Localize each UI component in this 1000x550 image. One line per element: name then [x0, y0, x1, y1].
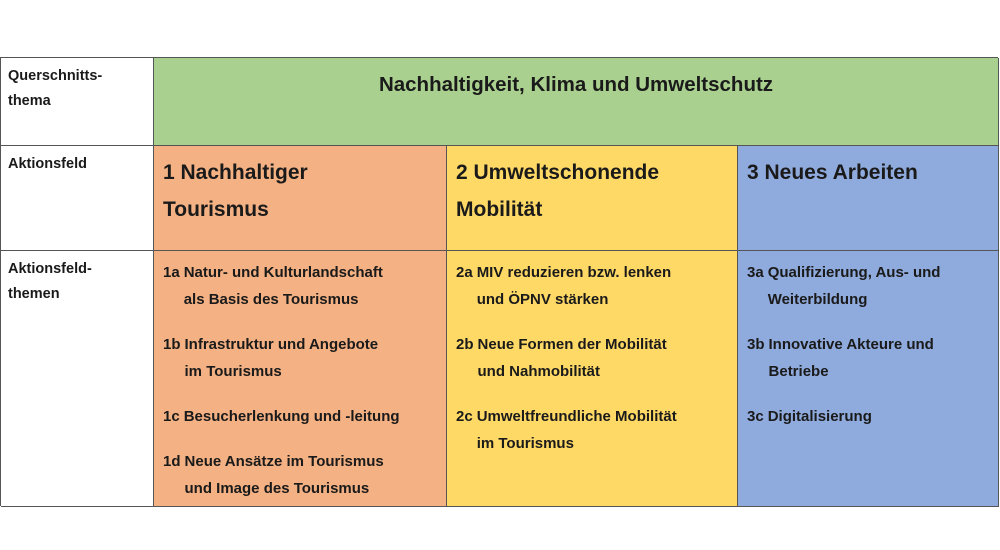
topic-code: 2a — [456, 264, 473, 281]
topic-code: 3a — [747, 264, 764, 281]
topic-code: 1a — [163, 264, 180, 281]
topic-text: Natur- und Kulturlandschaft als Basis des Tourismus — [183, 264, 383, 308]
topic-code: 2c — [456, 408, 473, 425]
field-1-topics — [154, 251, 447, 507]
topic-2b — [456, 331, 737, 385]
topic-2c — [456, 403, 737, 457]
topic-3a — [747, 259, 998, 313]
topic-1c — [163, 403, 446, 430]
field-2-header — [447, 146, 738, 251]
topic-code: 1c — [163, 408, 180, 425]
topic-text: Innovative Akteure und Betriebe — [768, 336, 934, 380]
row-label-field: Aktionsfeld — [1, 146, 154, 251]
topic-2a — [456, 259, 737, 313]
cross-cutting-theme-title: Nachhaltigkeit, Klima und Umweltschutz — [378, 73, 774, 96]
topic-text: Neue Ansätze im Tourismus und Image des Tourismus — [184, 453, 384, 497]
topic-3b — [747, 331, 998, 385]
topic-code: 2b — [456, 336, 474, 353]
field-1-title: 1 Nachhaltiger Tourismus — [163, 161, 308, 221]
topic-1a — [163, 259, 446, 313]
topic-text: Digitalisierung — [767, 408, 872, 425]
topic-1d — [163, 448, 446, 502]
topic-code: 3c — [747, 408, 764, 425]
topic-code: 1d — [163, 453, 181, 470]
field-3-topics — [738, 251, 999, 507]
row-label-field-topics: Aktionsfeld- themen — [1, 251, 154, 507]
field-2-title: 2 Umweltschonende Mobilität — [456, 161, 660, 221]
topic-text: Qualifizierung, Aus- und Weiterbildung — [767, 264, 941, 308]
field-2-topics — [447, 251, 738, 507]
row-label-cross-cutting: Querschnitts- thema — [1, 58, 154, 146]
topic-3c — [747, 403, 998, 430]
action-field-table — [0, 57, 998, 506]
cross-cutting-theme-cell — [154, 58, 999, 146]
topic-text: Umweltfreundliche Mobilität im Tourismus — [476, 408, 677, 452]
topic-text: Infrastruktur und Angebote im Tourismus — [184, 336, 379, 380]
topic-code: 1b — [163, 336, 181, 353]
field-1-header — [154, 146, 447, 251]
topic-code: 3b — [747, 336, 765, 353]
topic-text: Besucherlenkung und -leitung — [183, 408, 400, 425]
topic-text: MIV reduzieren bzw. lenken und ÖPNV stärken — [476, 264, 672, 308]
topic-1b — [163, 331, 446, 385]
topic-text: Neue Formen der Mobilität und Nahmobilität — [477, 336, 667, 380]
field-3-header — [738, 146, 999, 251]
field-3-title: 3 Neues Arbeiten — [747, 161, 918, 184]
